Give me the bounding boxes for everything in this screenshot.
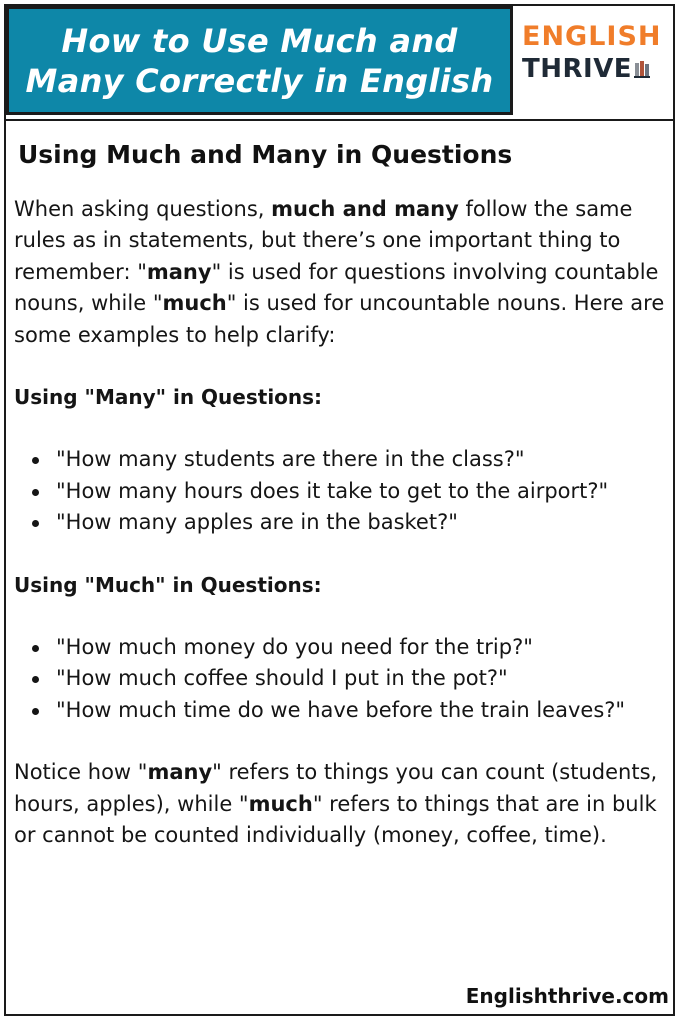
section-title: Using Much and Many in Questions xyxy=(18,140,513,169)
list-item: "How many apples are in the basket?" xyxy=(14,507,666,538)
brand-logo xyxy=(522,22,672,102)
book-stack-icon xyxy=(634,60,650,78)
much-heading: Using "Much" in Questions: xyxy=(14,572,322,597)
title-line-2: Many Correctly in English xyxy=(25,61,494,100)
title-banner xyxy=(6,6,513,115)
intro-paragraph: When asking questions, much and many follow the same rules as in statements, but there’s one important thing to remember: "many" is used for questions involving countable nouns, while "much" is used for uncountable nouns. Here are some examples to help clarify: xyxy=(14,197,665,347)
logo-word-english: ENGLISH xyxy=(522,21,662,52)
many-examples-list xyxy=(14,444,666,538)
list-item: "How much money do you need for the trip?" xyxy=(14,632,666,663)
article-body xyxy=(14,194,666,852)
list-item: "How many students are there in the class?" xyxy=(14,444,666,475)
footer-website: Englishthrive.com xyxy=(465,984,669,1008)
header-divider xyxy=(4,119,675,121)
list-item: "How many hours does it take to get to the airport?" xyxy=(14,476,666,507)
list-item: "How much coffee should I put in the pot?" xyxy=(14,663,666,694)
logo-word-thrive: THRIVE xyxy=(522,54,633,84)
much-examples-list xyxy=(14,632,666,726)
conclusion-paragraph: Notice how "many" refers to things you can count (students, hours, apples), while "much" refers to things that are in bulk or cannot be counted individually (money, coffee, time). xyxy=(14,760,658,848)
logo-word-thrive-row xyxy=(522,52,672,86)
many-heading: Using "Many" in Questions: xyxy=(14,385,323,410)
title-line-1: How to Use Much and xyxy=(61,21,458,60)
list-item: "How much time do we have before the train leaves?" xyxy=(14,695,666,726)
